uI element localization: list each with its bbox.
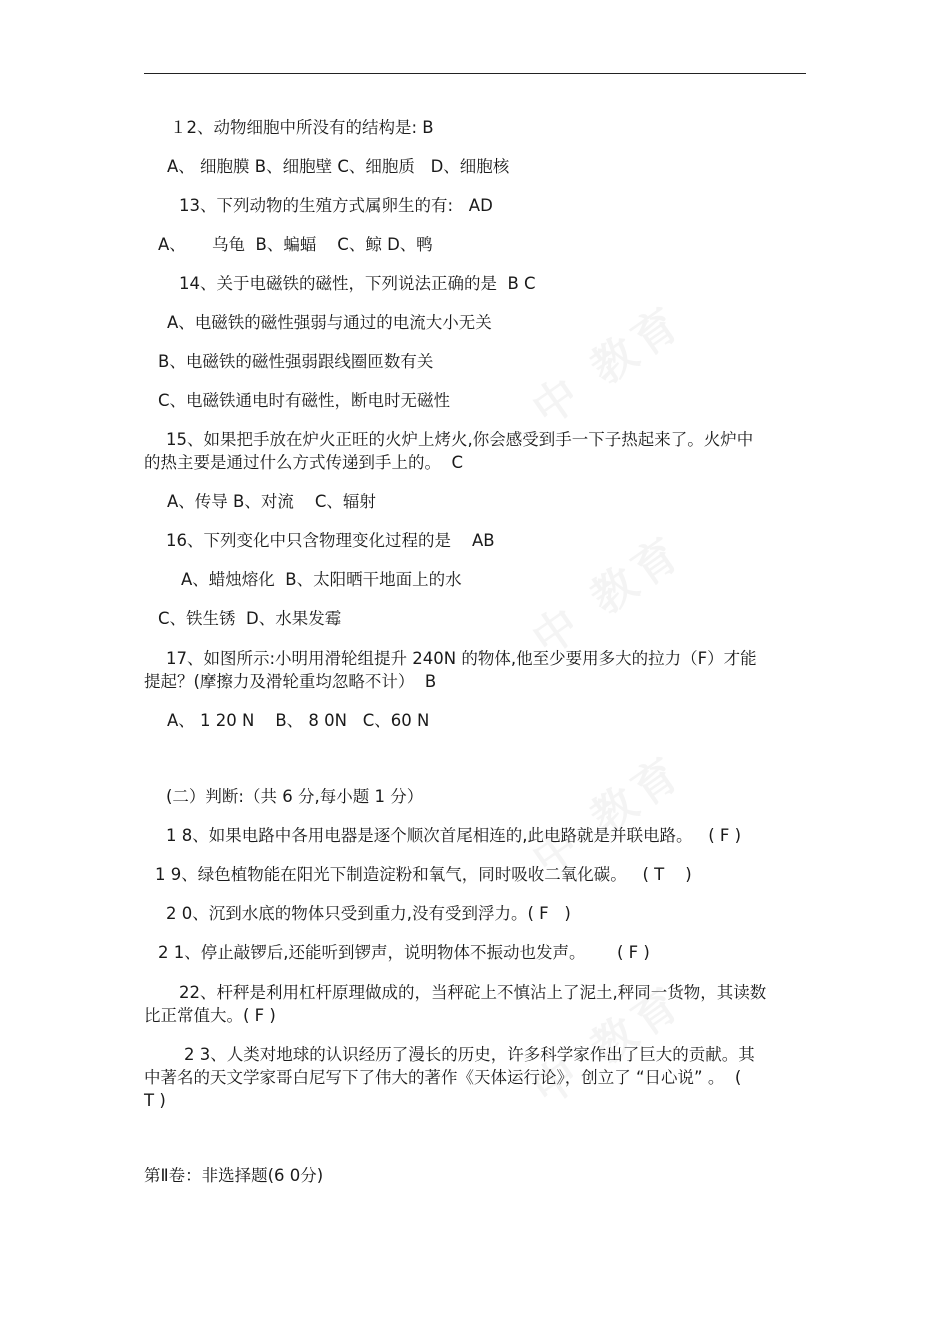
question-22-line-2: 比正常值大。( F ) [144,1006,276,1025]
question-21: 2 1、停止敲锣后,还能听到锣声，说明物体不振动也发声。 ( F ) [158,943,650,962]
question-17-options: A、 1 20 N B、 8 0N C、60 N [167,711,430,730]
question-15-line-1: 15、如果把手放在炉火正旺的火炉上烤火,你会感受到手一下子热起来了。火炉中 [166,430,754,449]
header-rule [144,73,806,74]
question-17-line-1: 17、如图所示:小明用滑轮组提升 240N 的物体,他至少要用多大的拉力（F）才能 [166,649,757,668]
question-13-options: A、 乌龟 B、蝙蝠 C、鲸 D、鸭 [158,235,433,254]
question-14-option-c: C、电磁铁通电时有磁性，断电时无磁性 [158,391,451,410]
question-16-options-ab: A、蜡烛熔化 B、太阳晒干地面上的水 [181,570,462,589]
question-23-line-3: T ) [144,1091,166,1110]
question-15-options: A、传导 B、对流 C、辐射 [167,492,376,511]
question-23-line-1: 2 3、人类对地球的认识经历了漫长的历史，许多科学家作出了巨大的贡献。其 [184,1045,755,1064]
question-13: 13、下列动物的生殖方式属卵生的有: AD [179,196,493,215]
question-22-line-1: 22、杆秤是利用杠杆原理做成的，当秤砣上不慎沾上了泥土,秤同一货物，其读数 [179,983,767,1002]
question-14-option-a: A、电磁铁的磁性强弱与通过的电流大小无关 [167,313,492,332]
question-16: 16、下列变化中只含物理变化过程的是 AB [166,531,495,550]
question-18: 1 8、如果电路中各用电器是逐个顺次首尾相连的,此电路就是并联电路。 ( F ) [166,826,742,845]
question-16-options-cd: C、铁生锈 D、水果发霉 [158,609,342,628]
question-14-option-b: B、电磁铁的磁性强弱跟线圈匝数有关 [158,352,434,371]
question-23-line-2: 中著名的天文学家哥白尼写下了伟大的著作《天体运行论》，创立了 “日心说” 。 ( [144,1068,742,1087]
section-2-heading: (二）判断:（共 6 分,每小题 1 分） [166,787,424,806]
question-17-line-2: 提起？(摩擦力及滑轮重均忽略不计） B [144,672,437,691]
watermark [517,517,694,668]
question-14: 14、关于电磁铁的磁性，下列说法正确的是 B C [179,274,536,293]
part-2-heading: 第Ⅱ卷：非选择题(6 0分) [144,1166,324,1185]
question-20: 2 0、沉到水底的物体只受到重力,没有受到浮力。( F ) [166,904,571,923]
question-12: １2、动物细胞中所没有的结构是: B [170,118,434,137]
question-12-options: A、 细胞膜 B、细胞壁 C、细胞质 D、细胞核 [167,157,510,176]
question-19: 1 9、绿色植物能在阳光下制造淀粉和氧气，同时吸收二氧化碳。 ( T ) [155,865,692,884]
watermark [517,287,694,438]
question-15-line-2: 的热主要是通过什么方式传递到手上的。 C [144,453,464,472]
